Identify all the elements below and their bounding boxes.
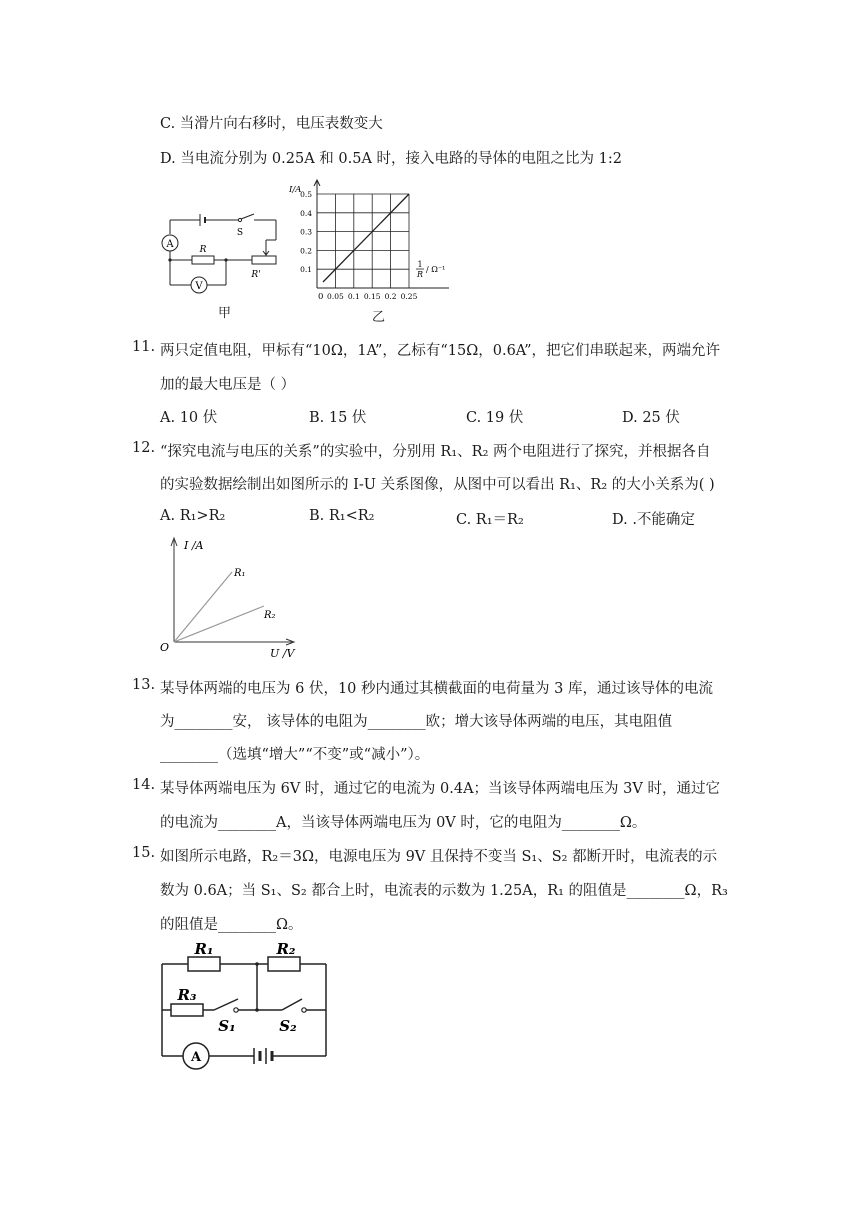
q11-option-d: D. 25 伏	[622, 410, 680, 426]
x-label-denominator: R	[416, 270, 424, 279]
q12-option-b: B. R₁<R₂	[309, 508, 375, 524]
y-tick-label: 0.4	[300, 208, 312, 218]
q12-text-line2: 的实验数据绘制出如图所示的 I-U 关系图像，从图中可以看出 R₁、R₂ 的大小关系为( )	[160, 477, 715, 493]
q10-option-d: D. 当电流分别为 0.25A 和 0.5A 时，接入电路的导体的电阻之比为 1:2	[160, 151, 622, 167]
y-tick-label: 0.3	[300, 227, 312, 237]
q15-s1-label: S₁	[218, 1017, 236, 1035]
q12-iu-graph	[158, 534, 300, 660]
r2-label: R₂	[264, 610, 276, 621]
q12-number: 12.	[132, 440, 156, 456]
q15-number: 15.	[132, 845, 156, 861]
q10-graph-figure	[283, 176, 453, 306]
r1-label: R₁	[234, 568, 246, 579]
q15-text-line1: 如图所示电路，R₂＝3Ω，电源电压为 9V 且保持不变当 S₁、S₂ 都断开时，电流表的示	[160, 849, 718, 865]
q13-number: 13.	[132, 677, 156, 693]
q15-ammeter-label: A	[190, 1050, 202, 1065]
q13-text-line2: 为________安， 该导体的电阻为________欧；增大该导体两端的电压，其电阻值	[160, 714, 673, 730]
y-tick-label: 0.1	[300, 265, 312, 275]
q12-option-a: A. R₁>R₂	[160, 508, 226, 524]
ammeter-label: A	[166, 239, 174, 250]
y-axis-label: I/A	[289, 185, 302, 195]
rheostat-label: R'	[251, 270, 261, 280]
x-label-numerator: 1	[417, 260, 423, 269]
y-tick-label: 0.2	[300, 246, 312, 256]
q11-option-b: B. 15 伏	[309, 410, 367, 426]
q11-number: 11.	[132, 339, 156, 355]
q15-r2-label: R₂	[276, 940, 296, 958]
q10-figure-jia-caption: 甲	[218, 306, 232, 321]
q12-option-d: D. .不能确定	[612, 512, 695, 528]
q13-text-line1: 某导体两端的电压为 6 伏，10 秒内通过其横截面的电荷量为 3 库，通过该导体的电流	[160, 681, 713, 697]
q15-text-line3: 的阻值是________Ω。	[160, 917, 303, 933]
q11-option-a: A. 10 伏	[160, 410, 218, 426]
x-tick-label: 0.15	[363, 292, 381, 301]
q15-text-line2: 数为 0.6A；当 S₁、S₂ 都合上时，电流表的示数为 1.25A，R₁ 的阻值是________Ω，R₃	[160, 883, 728, 899]
x-tick-label: 0.05	[327, 292, 344, 301]
q11-text-line1: 两只定值电阻，甲标有“10Ω，1A”，乙标有“15Ω，0.6A”，把它们串联起来，两端允许	[160, 343, 721, 359]
q15-r3-label: R₃	[177, 986, 197, 1004]
x-tick-label: 0.2	[384, 292, 397, 301]
q15-s2-label: S₂	[279, 1017, 297, 1035]
q14-text-line1: 某导体两端电压为 6V 时，通过它的电流为 0.4A；当该导体两端电压为 3V 时，通过它	[160, 781, 720, 797]
resistor-label: R	[199, 245, 207, 255]
q12-option-c: C. R₁＝R₂	[456, 512, 524, 528]
q14-number: 14.	[132, 777, 156, 793]
q12-x-axis-label: U /V	[270, 647, 295, 660]
x-tick-label: 0.1	[347, 292, 360, 301]
q15-circuit-figure	[154, 938, 332, 1076]
q14-text-line2: 的电流为________A，当该导体两端电压为 0V 时，它的电阻为________Ω。	[160, 815, 647, 831]
q11-text-line2: 加的最大电压是（ ）	[160, 377, 296, 393]
data-line	[323, 194, 409, 282]
origin-label: 0	[318, 292, 324, 302]
r2-line	[174, 606, 264, 642]
x-label-unit: / Ω⁻¹	[426, 265, 446, 274]
q10-figure-yi-caption: 乙	[372, 310, 386, 325]
y-tick-label: 0.5	[300, 190, 312, 199]
q11-option-c: C. 19 伏	[466, 410, 524, 426]
q15-r1-label: R₁	[194, 940, 214, 958]
q12-y-axis-label: I /A	[184, 539, 204, 552]
switch-label: S	[236, 228, 244, 238]
x-tick-label: 0.25	[400, 292, 418, 301]
q12-text-line1: “探究电流与电压的关系”的实验中，分别用 R₁、R₂ 两个电阻进行了探究，并根据各自	[160, 444, 711, 460]
r1-line	[174, 572, 232, 642]
q12-origin-label: O	[160, 641, 170, 654]
voltmeter-label: V	[195, 281, 203, 292]
q13-text-line3: ________（选填“增大”“不变”或“减小”）。	[160, 747, 430, 763]
q10-option-c: C. 当滑片向右移时，电压表数变大	[160, 116, 383, 132]
q10-circuit-figure	[160, 205, 288, 301]
